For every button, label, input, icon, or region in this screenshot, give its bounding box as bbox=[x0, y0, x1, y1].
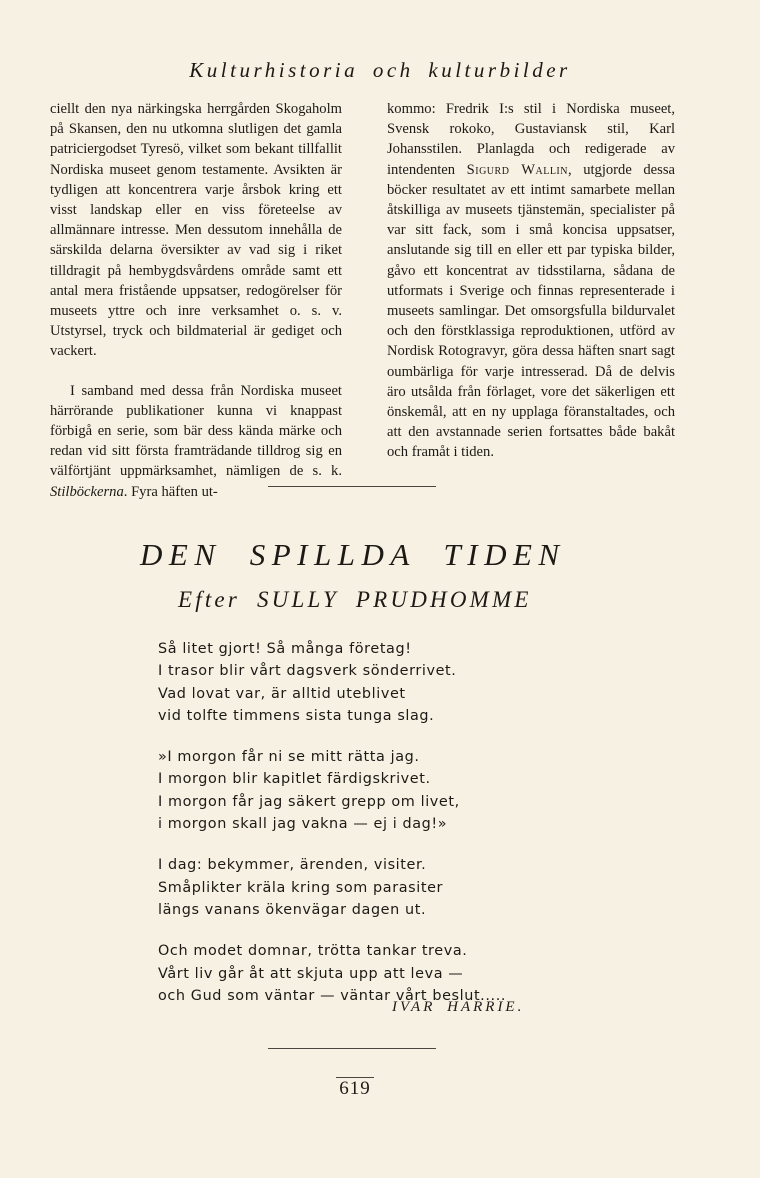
poem-line: I morgon blir kapitlet färdigskrivet. bbox=[158, 771, 431, 788]
poem-line: Vad lovat var, är alltid uteblivet bbox=[158, 685, 406, 702]
editor-name: Sigurd Wallin bbox=[466, 161, 568, 178]
poem-line: I trasor blir vårt dagsverk sönderrivet. bbox=[158, 663, 457, 680]
poem-line: »I morgon får ni se mitt rätta jag. bbox=[158, 749, 420, 766]
right-paragraph-end: , utgjorde dessa böcker resultatet av ett intimt samarbete mellan åtskilliga av museets tjänstemän, specialister på var sitt fack, som i små koncisa uppsatser, anslutande sig till en eller ett par typiska bilder, gåvo ett koncentrat av tidsstilarna, sådana de utformats i Sverige och finnas representerade i museets samlingar. Det omsorgsfulla bildurvalet och den förstklassiga reproduktionen, utförd av Nordisk Rotogravyr, göra dessa häften snart sagt oumbärliga för varje intresserad. Då de delvis äro utsålda från förlaget, vore det säkerligen ett önskemål, att en ny upplaga föranstaltades, och att den avstannade serien fortsattes både bakåt och framåt i tiden. bbox=[387, 161, 675, 461]
poem-line: I dag: bekymmer, ärenden, visiter. bbox=[158, 857, 427, 874]
page-number-text: 619 bbox=[336, 1077, 374, 1099]
left-paragraph-1: ciellt den nya närkingska herrgården Skogaholm på Skansen, den nu utkomna slutligen det gamla patriciergodset Tyresö, vilket som bekant tillfallit Nordiska museet genom testamente. Avsikten är tydligen att koncentrera varje årsbok kring ett visst landskap eller en viss företeelse av allmännare intresse. Men dessutom innehålla de särskilda delarna översikter av vad sig i riket tilldragit på hembygdsvårdens område samt ett antal mera fristående uppsatser, redogörelser för museets yttre och inre verksamhet o. s. v. Utstyrsel, tryck och bildmaterial är gediget och vackert. bbox=[50, 101, 342, 360]
italic-book-title: Stilböckerna bbox=[50, 483, 124, 500]
poem-stanza-2 bbox=[158, 746, 598, 835]
poem-stanza-1 bbox=[158, 638, 598, 727]
poem-stanza-3 bbox=[158, 854, 598, 921]
poem-line: längs vanans ökenvägar dagen ut. bbox=[158, 901, 427, 918]
section-divider-top bbox=[268, 486, 436, 487]
left-column bbox=[50, 99, 342, 502]
poem-title: DEN SPILLDA TIDEN bbox=[140, 537, 566, 572]
poem-line: Så litet gjort! Så många företag! bbox=[158, 641, 412, 657]
page-number bbox=[0, 1078, 710, 1100]
right-paragraph-text: kommo: Fredrik I:s stil i Nordiska museet, Svensk rokoko, Gustaviansk stil, Karl Johansstilen. Planlagda och redigerade av intendenten bbox=[387, 101, 675, 178]
poem-stanza-4 bbox=[158, 940, 598, 1007]
poem-line: Vårt liv går åt att skjuta upp att leva — bbox=[158, 965, 464, 982]
poem-line: I morgon får jag säkert grepp om livet, bbox=[158, 793, 460, 810]
right-column bbox=[387, 99, 675, 463]
poem-line: vid tolfte timmens sista tunga slag. bbox=[158, 707, 435, 724]
left-paragraph-2-end: . Fyra häften ut- bbox=[123, 483, 218, 500]
running-head: Kulturhistoria och kulturbilder bbox=[189, 58, 571, 82]
poem-body bbox=[158, 638, 598, 1026]
poem-line: och Gud som väntar — väntar vårt beslut..... bbox=[158, 987, 507, 1004]
poem-subtitle: Efter SULLY PRUDHOMME bbox=[178, 587, 532, 612]
left-paragraph-2-text: I samband med dessa från Nordiska museet härrörande publikationer kunna vi knappast förbigå en serie, som bär dess kända märke och redan vid sitt första framträdande tilldrog sig en välförtjänt uppmärksamhet, nämligen de s. k. bbox=[50, 382, 342, 480]
poem-author: IVAR HARRIE. bbox=[392, 999, 525, 1015]
poem-line: i morgon skall jag vakna — ej i dag!» bbox=[158, 816, 448, 833]
poem-line: Och modet domnar, trötta tankar treva. bbox=[158, 943, 468, 960]
right-paragraph bbox=[387, 99, 675, 463]
poem-line: Småplikter kräla kring som parasiter bbox=[158, 879, 444, 896]
section-divider-bottom bbox=[268, 1048, 436, 1049]
left-paragraph-2 bbox=[50, 381, 342, 502]
